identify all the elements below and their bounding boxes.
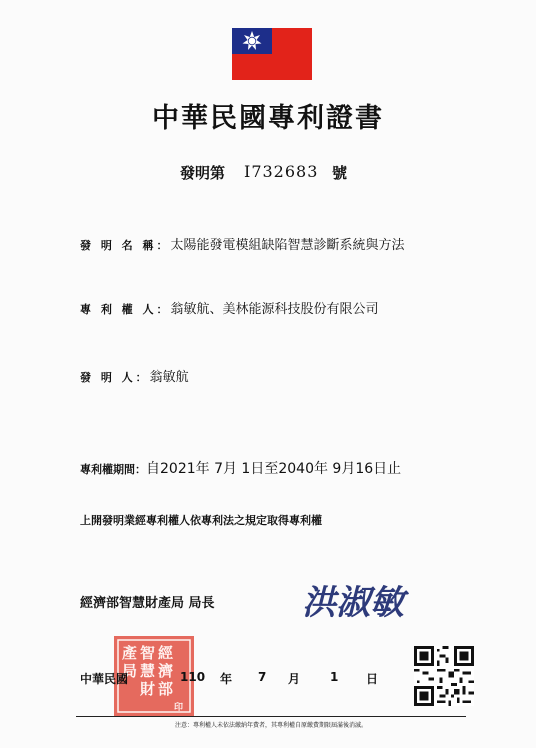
seal-char: 濟 bbox=[158, 662, 174, 680]
qr-code-icon bbox=[414, 646, 474, 706]
inventor-value: 翁敏航 bbox=[149, 370, 189, 385]
seal-char: 印 bbox=[174, 703, 184, 713]
date-day-unit: 日 bbox=[366, 672, 379, 686]
patent-term-label: 專利權期間： bbox=[80, 463, 146, 476]
certificate-title: 中華民國專利證書 bbox=[152, 103, 384, 134]
patentee-value: 翁敏航、美林能源科技股份有限公司 bbox=[170, 302, 379, 317]
seal-char: 局 bbox=[122, 662, 138, 680]
grant-statement: 上開發明業經專利權人依專利法之規定取得專利權 bbox=[80, 514, 322, 527]
patentee-label: 專 利 權 人： bbox=[80, 303, 171, 316]
date-day: 1 bbox=[330, 670, 339, 684]
invention-name-row bbox=[80, 234, 405, 253]
seal-char: 財 bbox=[140, 680, 156, 698]
patent-term-row bbox=[80, 458, 401, 478]
signature-text: 洪淑敏 bbox=[302, 583, 404, 623]
seal-char: 慧 bbox=[140, 662, 156, 680]
date-month: 7 bbox=[258, 670, 267, 684]
invention-number: I732683 bbox=[244, 162, 319, 181]
seal-char: 智 bbox=[140, 644, 156, 662]
invention-number-suffix: 號 bbox=[332, 164, 348, 182]
date-month-unit: 月 bbox=[288, 672, 301, 686]
date-era: 中華民國 bbox=[80, 672, 129, 686]
director-signature bbox=[302, 578, 432, 626]
inventor-row bbox=[80, 366, 189, 385]
bureau-director: 經濟部智慧財產局 局長 bbox=[80, 596, 215, 611]
invention-number-label: 發明第 bbox=[180, 164, 226, 182]
inventor-label: 發 明 人： bbox=[80, 371, 150, 384]
patentee-row bbox=[80, 298, 379, 317]
invention-name-label: 發 明 名 稱： bbox=[80, 239, 171, 252]
footer-divider bbox=[76, 716, 466, 717]
roc-flag-icon bbox=[232, 28, 312, 80]
seal-char: 部 bbox=[158, 680, 174, 698]
seal-char: 產 bbox=[122, 644, 138, 662]
patent-term-value: 自2021年 7月 1日至2040年 9月16日止 bbox=[146, 461, 402, 477]
legal-footnote: 注意：專利權人未依法繳納年費者，其專利權自原繳費期限屆滿後消滅。 bbox=[174, 722, 367, 729]
seal-char: 經 bbox=[158, 644, 174, 662]
date-year-unit: 年 bbox=[220, 672, 233, 686]
invention-name-value: 太陽能發電模組缺陷智慧診斷系統與方法 bbox=[170, 238, 405, 253]
date-year: 110 bbox=[180, 670, 206, 684]
